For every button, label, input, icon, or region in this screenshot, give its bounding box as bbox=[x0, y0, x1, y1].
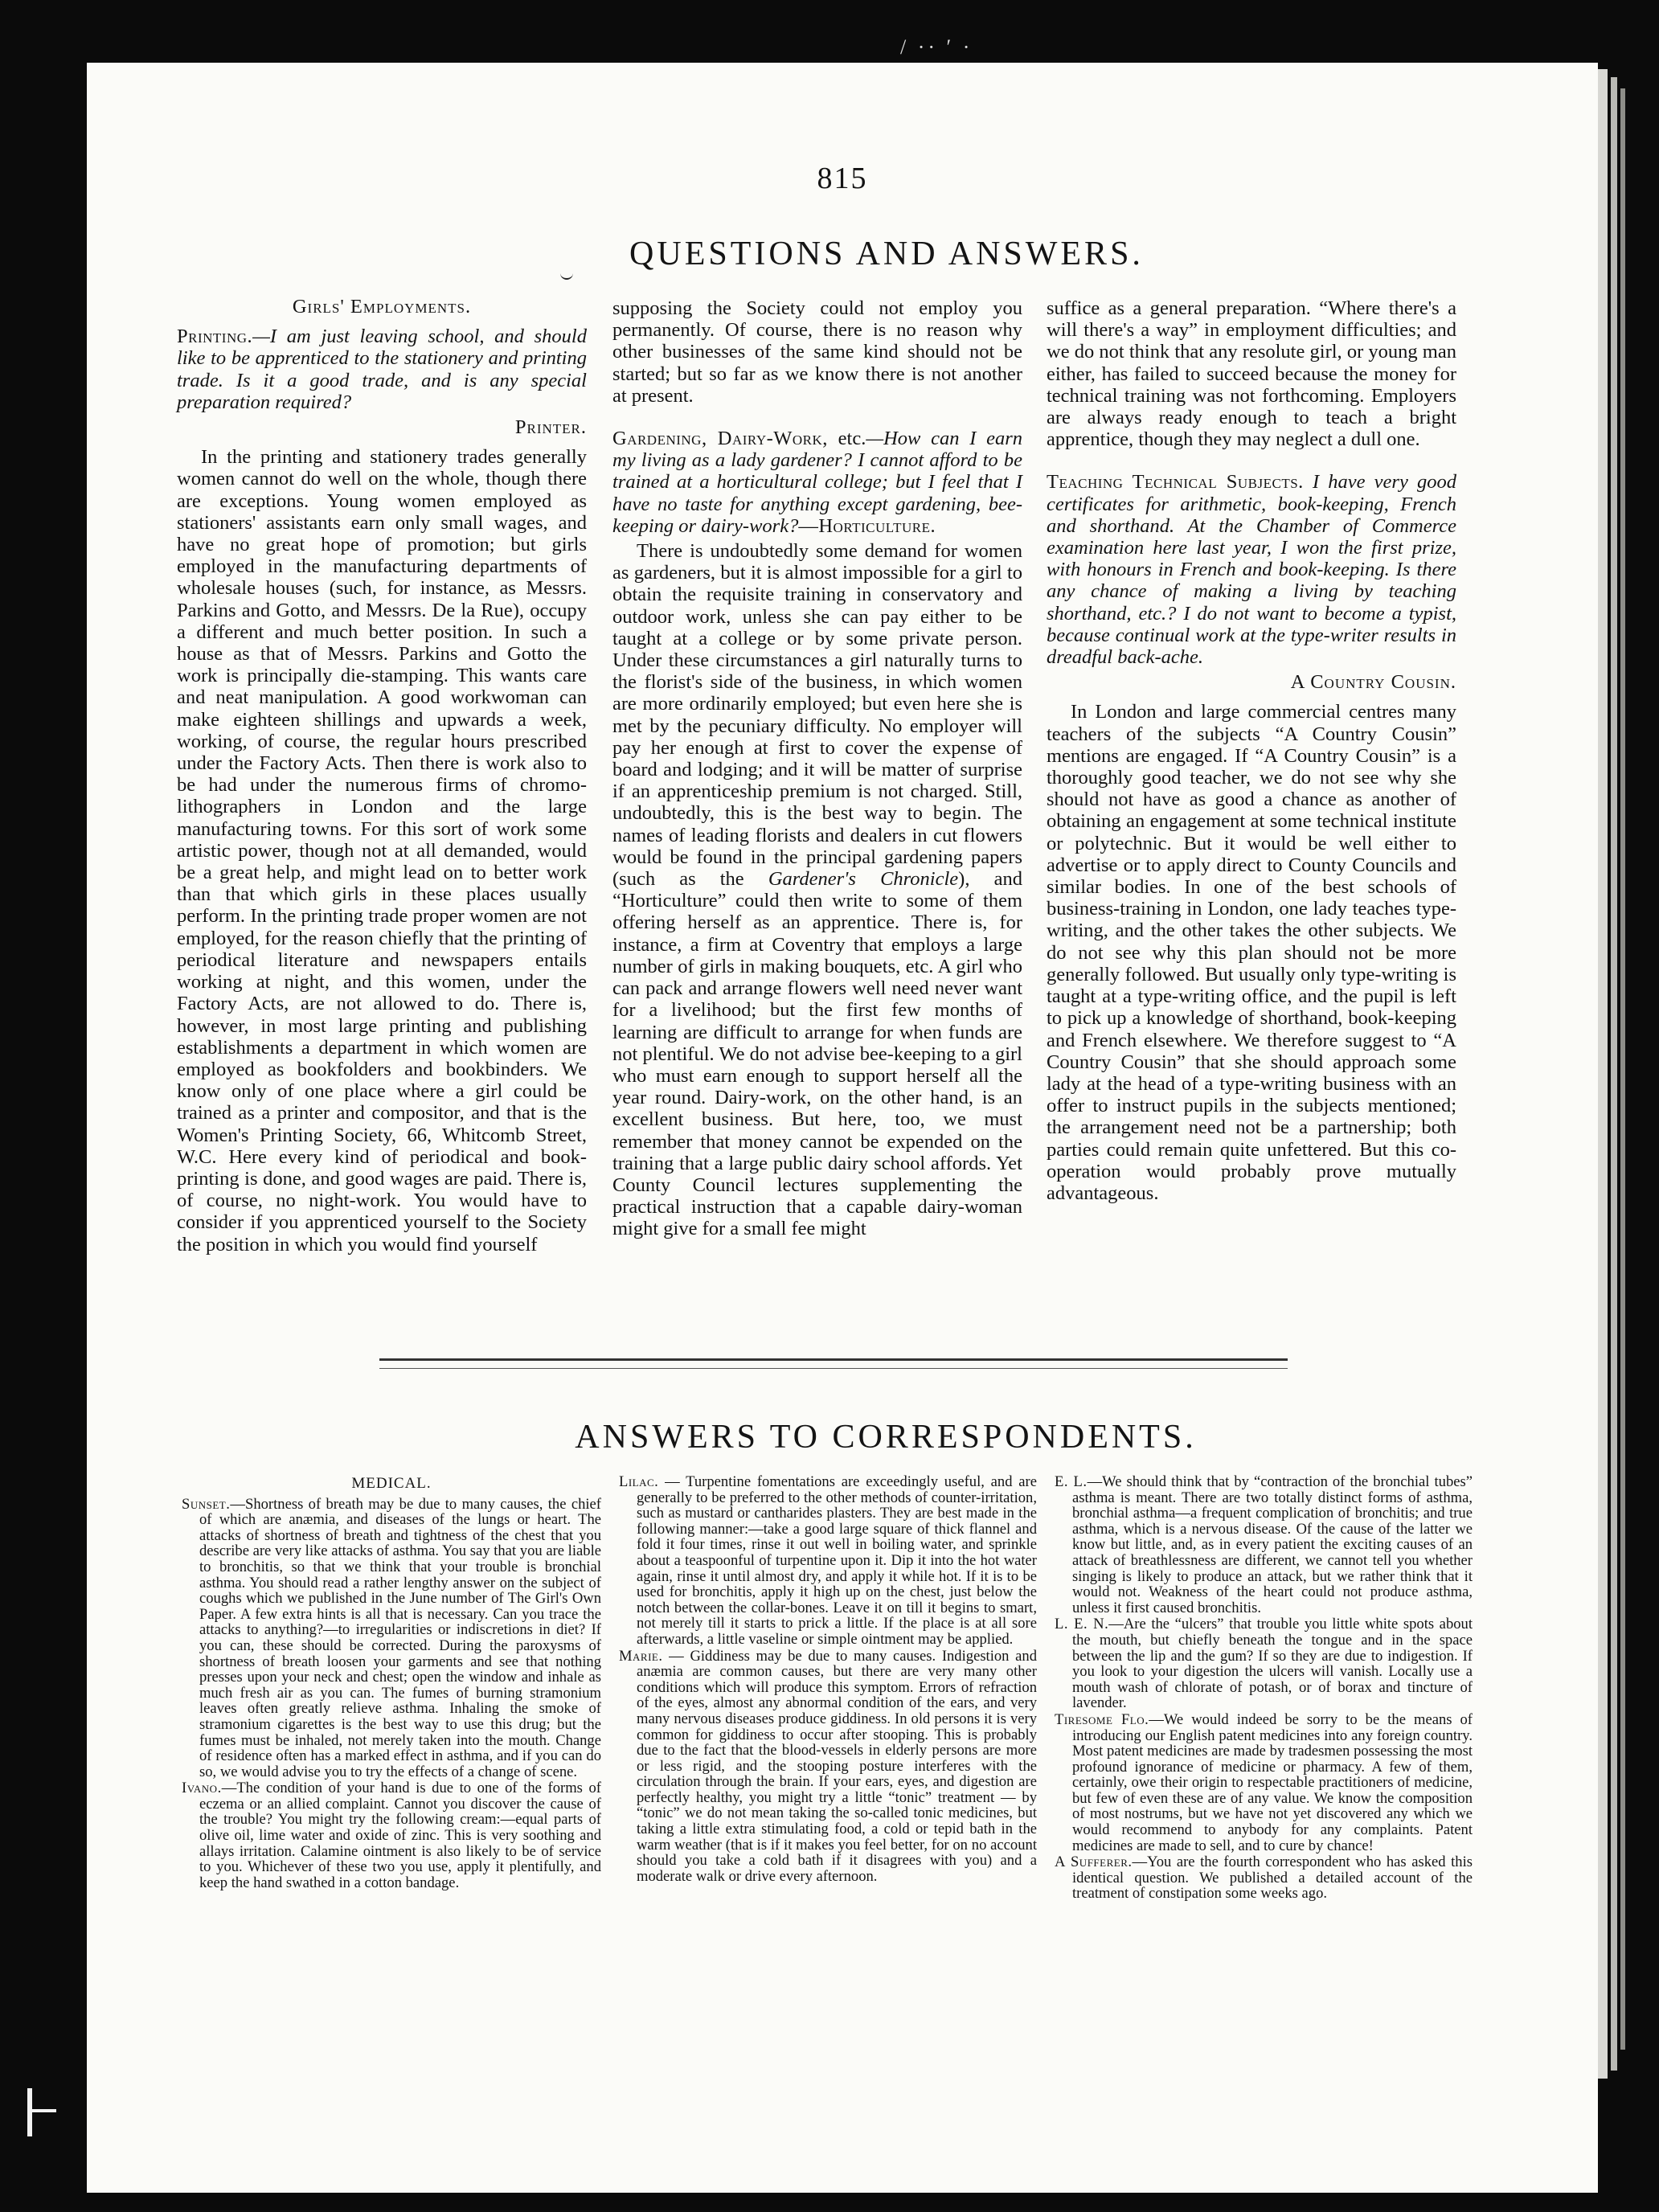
qa-column-2 bbox=[612, 297, 1022, 1240]
correspondent-entry bbox=[182, 1497, 601, 1780]
medical-column-1 bbox=[182, 1476, 601, 1891]
page-number: 815 bbox=[817, 162, 868, 195]
publication-title: Gardener's Chronicle bbox=[768, 868, 959, 891]
question-text: —I am just leaving school, and should like to be apprenticed to the stationery and printing trade. Is it a good trade, and is any special preparation required? bbox=[177, 326, 587, 413]
page-edge bbox=[1598, 69, 1608, 2079]
page bbox=[87, 63, 1598, 2193]
entry-text: —Shortness of breath may be due to many causes, the chief of which are anæmia, and diseases of the lungs or heart. The attacks of shortness of breath and tightness of the chest that you describe are very like attacks of asthma. You say that you are liable to bronchitis, so that we think that your trouble is bronchial asthma. You should read a rather lengthy answer on the subject of coughs which we published in the June number of The Girl's Own Paper. A few extra hints is all that is necessary. Can you trace the attacks to anything?—to irregularities or indiscretions in diet? If you can, these should be corrected. During the paroxysms of shortness of breath loosen your garments and see that nothing presses upon your neck and chest; open the window and inhale as much fresh air as you can. The fumes of burning stramonium leaves often greatly relieve asthma. Inhaling the smoke of stramonium cigarettes is the best way to use this drug; but the fumes must be inhaled, not merely taken into the mouth. Change of residence often has a marked effect in asthma, and if you can do so, we would advise you to try the effects of a change of scene. bbox=[199, 1495, 601, 1780]
correspondent-name: E. L. bbox=[1055, 1473, 1088, 1490]
page-edge bbox=[1611, 77, 1617, 2071]
question-signature: Printer. bbox=[514, 416, 587, 439]
column-heading: Girls' Employments. bbox=[292, 296, 472, 317]
scan-edge-marks: / ·· ′ · bbox=[900, 35, 973, 59]
correspondent-entry bbox=[182, 1780, 601, 1890]
correspondent-entry bbox=[1055, 1616, 1473, 1711]
entry-text: —We should think that by “contraction of the bronchial tubes” asthma is meant. There are two totally distinct forms of asthma, bronchial asthma—a frequent complication of bronchitis; and true asthma, which is a nervous disease. Of the cause of the latter we know but little, and, as in every patient the exciting causes of an attack of breathlessness are different, we cannot tell you whether singing is likely to produce an attack, but we rather think that it would not. Weakness of the heart could not produce asthma, unless it first caused bronchitis. bbox=[1072, 1473, 1473, 1616]
entry-text: — Turpentine fomentations are exceedingly useful, and are generally to be preferred to the other methods of counter-irritation, such as mustard or cantharides plasters. They are best made in the following manner:—take a good large square of thick flannel and fold it four times, rinse it out well in boiling water, and sprinkle about a teaspoonful of turpentine upon it. Dip it into the hot water again, rinse it until almost dry, and apply it while hot. If it is to be used for bronchitis, apply it high up on the chest, just below the notch between the collar-bones. Leave it on till it begins to smart, not merely till it starts to prick a little. If the place is at all sore afterwards, a little vaseline or simple ointment may be applied. bbox=[637, 1473, 1037, 1648]
entry-text: —The condition of your hand is due to one of the forms of eczema or an allied complaint. Cannot you discover the cause of the trouble? You might try the following cream:—equal parts of olive oil, lime water and oxide of zinc. This is very soothing and allays irritation. Calamine ointment is also likely to be of service to you. Whichever of these two you use, apply it plentifully, and keep the hand swathed in a cotton bandage. bbox=[199, 1780, 601, 1891]
question-signature: —Horticulture. bbox=[798, 514, 936, 537]
qa-column-1 bbox=[177, 296, 587, 1256]
answer-continued: suffice as a general preparation. “Where there's a will there's a way” in employment difficulties; and we do not think that any resolute girl, or young man either, has failed to succeed because the money for technical training was not forthcoming. Employers are always ready enough to teach a bright apprentice, though they may neglect a dull one. bbox=[1047, 297, 1456, 451]
section-divider bbox=[379, 1358, 1288, 1369]
scan-margin-mark bbox=[32, 2109, 56, 2112]
correspondent-name: Lilac. bbox=[619, 1473, 659, 1490]
answer-part: There is undoubtedly some demand for women as gardeners, but it is almost impossible for a girl to obtain the requisite training in conservatory and outdoor work, unless she can pay either to be taught at a college or by some private person. Under these circumstances a girl naturally turns to the florist's side of the business, in which women are more ordinarily employed; but even here she is met by the pecuniary difficulty. No employer will pay her enough at first to cover the expense of board and lodging; and it will be matter of surprise if an apprenticeship premium is not charged. Still, undoubtedly, this is the best way to begin. The names of leading florists and dealers in cut flowers would be found in the principal gardening papers (such as the bbox=[612, 540, 1022, 891]
qa-column-3 bbox=[1047, 297, 1456, 1204]
correspondent-entry bbox=[1055, 1474, 1473, 1616]
correspondent-entry bbox=[619, 1474, 1037, 1648]
question-text: —How can I earn my living as a lady gardener? I cannot afford to be trained at a horticultural college; but I feel that I have no taste for anything except gardening, bee-keeping or dairy-work? bbox=[612, 428, 1022, 537]
medical-column-3 bbox=[1055, 1474, 1473, 1903]
question-etc: etc. bbox=[827, 428, 866, 450]
correspondent-entry bbox=[1055, 1854, 1473, 1902]
correspondent-name: Tiresome Flo. bbox=[1055, 1710, 1149, 1728]
answer-text: In the printing and stationery trades generally women cannot do well on the whole, though there are exceptions. Young women employed as stationers' assistants earn only small wages, and have no great hope of promotion; but girls employed in the manufacturing departments of wholesale houses (such, for instance, as Messrs. Parkins and Gotto, and Messrs. De la Rue), occupy a different and much better position. In such a house as that of Messrs. Parkins and Gotto the work is principally die-stamping. This wants care and neat manipulation. A good workwoman can make eighteen shillings and upwards a week, working, of course, the regular hours prescribed under the Factory Acts. Then there is work also to be had under the numerous firms of chromo-lithographers in London and the large manufacturing towns. For this sort of work some artistic power, though not at all demanded, would be a great help, and might lead on to better work than that which girls in these places usually perform. In the printing trade proper women are not employed, for the reason chiefly that the printing of periodical literature and newspapers entails working at night, and this women, under the Factory Acts, are not allowed to do. There is, however, in most large printing and publishing establishments a department in which women are employed as bookfolders and bookbinders. We know only of one place where a girl could be trained as a printer and compositor, and that is the Women's Printing Society, 66, Whitcomb Street, W.C. Here every kind of periodical and book-printing is done, and good wages are paid. There is, of course, no night-work. You would have to consider if you apprenticed yourself to the Society the position in which you would find yourself bbox=[177, 446, 587, 1256]
correspondent-name: A Sufferer. bbox=[1055, 1854, 1133, 1871]
answer-text: In London and large commercial centres many teachers of the subjects “A Country Cousin” mentions are engaged. If “A Country Cousin” is a thoroughly good teacher, we do not see why she should not have as good a chance as another of obtaining an engagement at some technical institute or polytechnic. But it would be well either to advertise or to apply direct to County Councils and similar bodies. In one of the best schools of business-training in London, one lady teaches type-writing, and the other takes the other subjects. We do not see why this plan should not be more generally followed. But usually only type-writing is taught at a type-writing office, and the pupil is left to pick up a knowledge of shorthand, book-keeping and French elsewhere. We therefore suggest to “A Country Cousin” that she should approach some lady at the head of a type-writing business with an offer to instruct pupils in the subjects mentioned; the arrangement need not be a partnership; both parties could remain quite unfettered. But this co-operation would probably prove mutually advantageous. bbox=[1047, 701, 1456, 1204]
question-signature: A Country Cousin. bbox=[1290, 671, 1456, 694]
correspondent-entry bbox=[1055, 1712, 1473, 1854]
correspondent-entry bbox=[619, 1649, 1037, 1885]
correspondent-name: Marie. bbox=[619, 1647, 663, 1665]
column-heading: MEDICAL. bbox=[351, 1475, 432, 1492]
spacer bbox=[1047, 450, 1456, 471]
answer-text bbox=[612, 540, 1022, 1240]
entry-text: —We would indeed be sorry to be the means of introducing our English patent medicines into any foreign country. Most patent medicines are made by tradesmen possessing the most profound ignorance of medicine or pharmacy. A few of them, certainly, owe their origin to respectable practitioners of medicine, but few of even these are of any value. We know the composition of most nostrums, but we have not yet discovered any which we would recommend to anybody for any complaints. Patent medicines are made to sell, and to cure by chance! bbox=[1072, 1710, 1473, 1854]
entry-text: —You are the fourth correspondent who has asked this identical question. We published a detailed account of the treatment of constipation some weeks ago. bbox=[1072, 1854, 1473, 1903]
correspondent-name: Ivano. bbox=[182, 1780, 222, 1797]
question bbox=[612, 428, 1022, 537]
question bbox=[1047, 471, 1456, 668]
answer-continued: supposing the Society could not employ you permanently. Of course, there is no reason why other businesses of the same kind should not be started; but so far as we know there is not another at present. bbox=[612, 297, 1022, 407]
correspondent-name: L. E. N. bbox=[1055, 1616, 1109, 1633]
section-title-questions: QUESTIONS AND ANSWERS. bbox=[87, 235, 1598, 273]
scan-margin-mark bbox=[27, 2088, 32, 2136]
spacer bbox=[612, 407, 1022, 428]
page-edge bbox=[1620, 88, 1625, 2050]
correspondent-name: Sunset. bbox=[182, 1495, 231, 1513]
question-lead: Teaching Technical Subjects. bbox=[1047, 471, 1304, 494]
question bbox=[177, 326, 587, 413]
question-lead: Gardening, Dairy-Work, bbox=[612, 428, 828, 450]
entry-text: — Giddiness may be due to many causes. Indigestion and anæmia are common causes, but there are very many other conditions which will produce this symptom. Errors of refraction of the eyes, almost any abnormal condition of the ears, and very many nervous diseases produce giddiness. In old persons it is very common for giddiness to occur after stooping. This is probably due to the fact that the blood-vessels in elderly persons are more or less rigid, and the stooping posture interferes with the circulation through the brain. If your ears, eyes, and digestion are perfectly healthy, you might try a little “tonic” treatment — by “tonic” we do not mean taking the so-called tonic medicines, but taking a little extra stimulating food, a cold or tepid bath in the warm weather (that is if it makes you feel better, for on no account should you take a cold bath if it disagrees with you) and a moderate walk or drive every afternoon. bbox=[637, 1647, 1037, 1885]
medical-column-2 bbox=[619, 1474, 1037, 1885]
answer-part: ), and “Horticulture” could then write to some of them offering herself as an apprentice. There is, for instance, a firm at Coventry that employs a large number of girls in making bouquets, etc. A girl who can pack and arrange flowers well need never want for a livelihood; but the first few months of learning are difficult to arrange for when funds are not plentiful. We do not advise bee-keeping to a girl who must earn enough to support herself all the year round. Dairy-work, on the other hand, is an excellent business. But here, too, we must remember that money cannot be expended on the training that a large public dairy school affords. Yet County Council lectures supplementing the practical instruction that a capable dairy-woman might give for a small fee might bbox=[612, 868, 1022, 1240]
section-title-correspondents: ANSWERS TO CORRESPONDENTS. bbox=[575, 1419, 1197, 1456]
question-lead: Printing. bbox=[177, 326, 253, 348]
question-text: I have very good certificates for arithmetic, book-keeping, French and shorthand. At the Chamber of Commerce examination here last year, I won the first prize, with honours in French and book-keeping. Is there any chance of making a living by teaching shorthand, etc.? I do not want to become a typist, because continual work at the type-writer results in dreadful back-ache. bbox=[1047, 471, 1456, 669]
entry-text: —Are the “ulcers” that trouble you little white spots about the mouth, but chiefly beneath the tongue and in the space between the lip and the gum? If so they are due to indigestion. If you look to your digestion the ulcers will vanish. Locally use a mouth wash of chlorate of potash, or of borax and tincture of lavender. bbox=[1072, 1616, 1473, 1712]
